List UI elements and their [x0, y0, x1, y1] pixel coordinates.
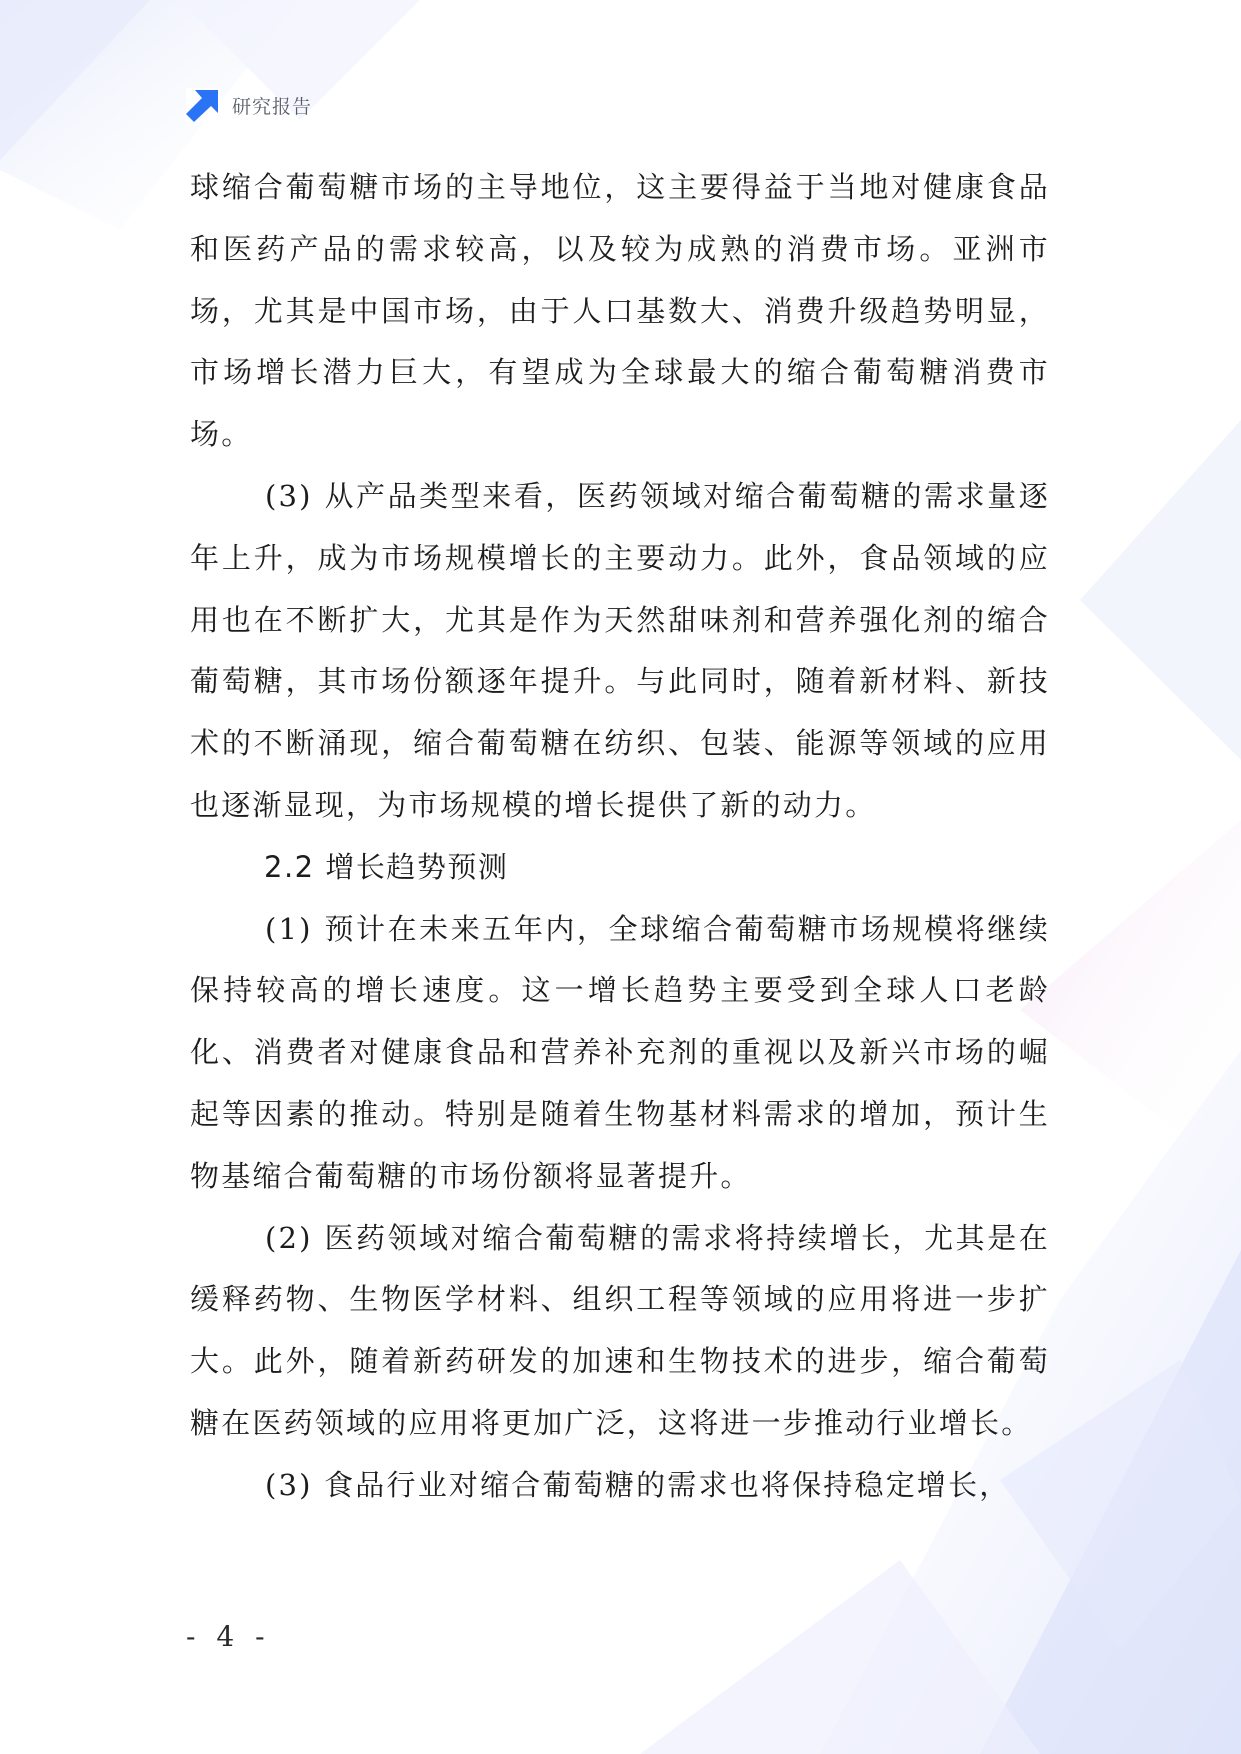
report-header [186, 88, 312, 122]
report-body [190, 157, 1050, 1517]
paragraph-market-region: 球缩合葡萄糖市场的主导地位，这主要得益于当地对健康食品和医药产品的需求较高，以及较为成熟的消费市场。亚洲市场，尤其是中国市场，由于人口基数大、消费升级趋势明显，市场增长潜力巨大，有望成为全球最大的缩合葡萄糖消费市场。 [190, 170, 1050, 452]
page-number: - 4 - [186, 1620, 271, 1653]
header-title: 研究报告 [232, 95, 313, 118]
paragraph-product-type: (3) 从产品类型来看，医药领域对缩合葡萄糖的需求量逐年上升，成为市场规模增长的主要动力。此外，食品领域的应用也在不断扩大，尤其是作为天然甜味剂和营养强化剂的缩合葡萄糖，其市场份额逐年提升。与此同时，随着新材料、新技术的不断涌现，缩合葡萄糖在纺织、包装、能源等领域的应用也逐渐显现，为市场规模的增长提供了新的动力。 [190, 478, 1050, 822]
section-heading-growth-forecast: 2.2 增长趋势预测 [264, 849, 509, 884]
paragraph-forecast-2: (2) 医药领域对缩合葡萄糖的需求将持续增长，尤其是在缓释药物、生物医学材料、组织工程等领域的应用将进一步扩大。此外，随着新药研发的加速和生物技术的进步，缩合葡萄糖在医药领域的应用将更加广泛，这将进一步推动行业增长。 [190, 1220, 1050, 1440]
arrow-logo-icon [186, 88, 220, 122]
paragraph-forecast-1: (1) 预计在未来五年内，全球缩合葡萄糖市场规模将继续保持较高的增长速度。这一增长趋势主要受到全球人口老龄化、消费者对健康食品和营养补充剂的重视以及新兴市场的崛起等因素的推动。特别是随着生物基材料需求的增加，预计生物基缩合葡萄糖的市场份额将显著提升。 [190, 911, 1050, 1193]
paragraph-forecast-3: (3) 食品行业对缩合葡萄糖的需求也将保持稳定增长， [265, 1467, 1011, 1502]
